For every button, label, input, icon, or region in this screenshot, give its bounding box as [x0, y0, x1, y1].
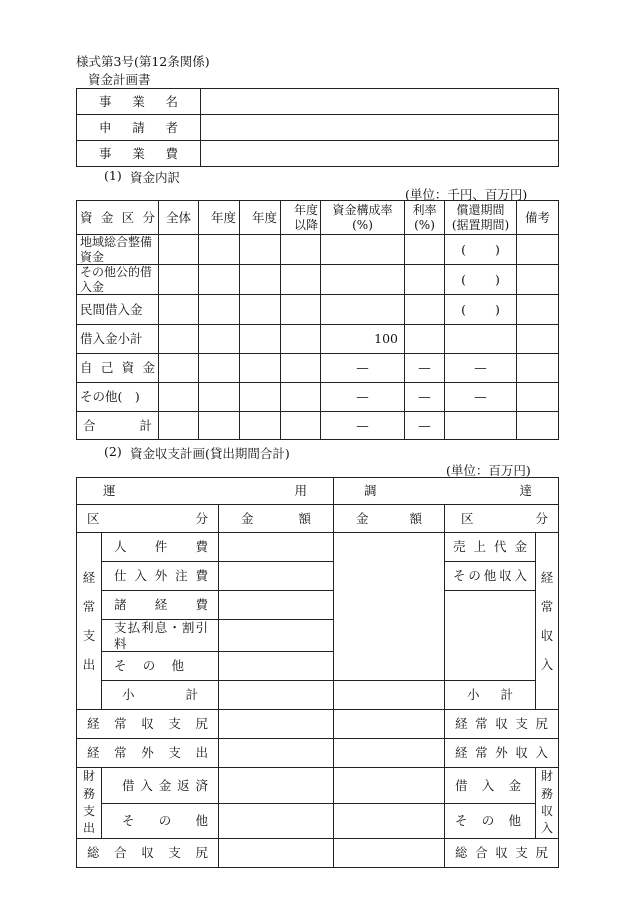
- breakdown-row: [77, 325, 559, 354]
- expense-item: 諸経費: [102, 591, 219, 620]
- section2-title: 資金収支計画(貸出期間合計): [130, 446, 290, 461]
- project-cost-field[interactable]: [201, 141, 559, 167]
- revenue-blank-cell[interactable]: [445, 591, 536, 681]
- rate-cell[interactable]: [405, 265, 445, 295]
- breakdown-row: [77, 412, 559, 440]
- expense-item: 仕入外注費: [102, 562, 219, 591]
- ratio-cell[interactable]: [321, 235, 405, 265]
- cell-input[interactable]: [240, 354, 281, 383]
- financial-revenue-item: 借入金: [445, 768, 536, 803]
- remarks-cell[interactable]: [517, 325, 559, 354]
- cell-input[interactable]: [240, 325, 281, 354]
- row-label: その他( ): [77, 383, 159, 412]
- document-title: 資金計画書: [88, 72, 151, 87]
- ratio-cell[interactable]: 100: [321, 325, 405, 354]
- amount-cell[interactable]: [334, 533, 445, 681]
- use-header: 運用: [77, 478, 334, 505]
- extraordinary-revenue: 経常外収入: [445, 739, 559, 768]
- row-label: 民間借入金: [77, 295, 159, 325]
- rate-cell: —: [405, 383, 445, 412]
- cashflow-row: [77, 710, 559, 739]
- project-row: [77, 115, 559, 141]
- amount-cell[interactable]: [219, 620, 334, 652]
- cashflow-row: [77, 591, 559, 620]
- cashflow-row: [77, 768, 559, 803]
- financial-revenue-label: 財務収入: [536, 768, 559, 839]
- cell-input[interactable]: [159, 383, 199, 412]
- form-number: 様式第3号(第12条関係): [76, 54, 210, 69]
- rate-cell: —: [405, 354, 445, 383]
- amount-cell[interactable]: [219, 739, 334, 768]
- breakdown-row: [77, 295, 559, 325]
- cashflow-table: [76, 477, 559, 868]
- ratio-cell: —: [321, 354, 405, 383]
- cell-input[interactable]: [199, 412, 240, 440]
- row-label: 合計: [77, 412, 159, 440]
- remarks-cell[interactable]: [517, 295, 559, 325]
- cashflow-row: [77, 533, 559, 562]
- amount-cell[interactable]: [334, 739, 445, 768]
- period-cell[interactable]: ( ): [445, 265, 517, 295]
- amount-cell[interactable]: [334, 710, 445, 739]
- breakdown-row: [77, 235, 559, 265]
- cashflow-row: [77, 838, 559, 867]
- remarks-cell[interactable]: [517, 235, 559, 265]
- section2-number: (2): [104, 444, 122, 459]
- amount-cell[interactable]: [219, 562, 334, 591]
- row-label: 借入金小計: [77, 325, 159, 354]
- cell-input[interactable]: [199, 354, 240, 383]
- revenue-item: その他収入: [445, 562, 536, 591]
- cell-input[interactable]: [199, 295, 240, 325]
- header-fund-ratio: 資金構成率(%): [321, 201, 405, 235]
- section2-unit: (単位：百万円): [446, 463, 531, 478]
- amount-cell[interactable]: [219, 591, 334, 620]
- amount-cell[interactable]: [334, 838, 445, 867]
- cell-input[interactable]: [240, 412, 281, 440]
- header-total: 全体: [159, 201, 199, 235]
- fund-breakdown-table: [76, 200, 559, 440]
- rate-cell[interactable]: [405, 295, 445, 325]
- rate-cell[interactable]: [405, 325, 445, 354]
- period-cell[interactable]: [445, 412, 517, 440]
- financial-revenue-item: その他: [445, 803, 536, 838]
- cell-input[interactable]: [159, 295, 199, 325]
- cashflow-row: [77, 681, 559, 710]
- cell-input[interactable]: [159, 412, 199, 440]
- amount-cell[interactable]: [334, 803, 445, 838]
- row-label: その他公的借入金: [77, 265, 159, 295]
- extraordinary-expense: 経常外支出: [77, 739, 219, 768]
- ordinary-balance-right: 経常収支尻: [445, 710, 559, 739]
- cell-input[interactable]: [240, 383, 281, 412]
- source-header: 調達: [334, 478, 559, 505]
- cell-input[interactable]: [199, 325, 240, 354]
- expense-subtotal: 小計: [102, 681, 219, 710]
- cashflow-row: [77, 562, 559, 591]
- expense-item: その他: [102, 652, 219, 681]
- row-label: 地域総合整備資金: [77, 235, 159, 265]
- cashflow-row: [77, 803, 559, 838]
- amount-cell[interactable]: [334, 681, 445, 710]
- ordinary-expense-label: 経常支出: [77, 533, 102, 710]
- cell-input[interactable]: [240, 235, 281, 265]
- header-remarks: 備考: [517, 201, 559, 235]
- applicant-field[interactable]: [201, 115, 559, 141]
- financial-expense-item: その他: [102, 803, 219, 838]
- total-balance-left: 総合収支尻: [77, 838, 219, 867]
- project-cost-label: 事業費: [77, 141, 201, 167]
- applicant-label: 申請者: [77, 115, 201, 141]
- expense-item: 人件費: [102, 533, 219, 562]
- cell-input[interactable]: [281, 235, 321, 265]
- amount-cell[interactable]: [219, 803, 334, 838]
- cell-input[interactable]: [159, 235, 199, 265]
- cell-input[interactable]: [199, 235, 240, 265]
- amount-right: 金額: [334, 505, 445, 533]
- amount-cell[interactable]: [219, 681, 334, 710]
- revenue-subtotal: 小計: [445, 681, 536, 710]
- header-interest-rate: 利率(%): [405, 201, 445, 235]
- section1-unit: (単位：千円、百万円): [405, 187, 528, 202]
- amount-cell[interactable]: [219, 652, 334, 681]
- kubun-left: 区分: [77, 505, 219, 533]
- row-label: 自己資金: [77, 354, 159, 383]
- ratio-cell[interactable]: [321, 265, 405, 295]
- rate-cell: —: [405, 412, 445, 440]
- amount-cell[interactable]: [219, 533, 334, 562]
- amount-cell[interactable]: [219, 710, 334, 739]
- amount-cell[interactable]: [334, 768, 445, 803]
- amount-left: 金額: [219, 505, 334, 533]
- cell-input[interactable]: [281, 295, 321, 325]
- cashflow-row: [77, 739, 559, 768]
- header-category: 資金区分: [77, 201, 159, 235]
- header-repayment-period: 償還期間(据置期間): [445, 201, 517, 235]
- cell-input[interactable]: [281, 412, 321, 440]
- header-year1: 年度: [199, 201, 240, 235]
- header-year2: 年度: [240, 201, 281, 235]
- remarks-cell[interactable]: [517, 265, 559, 295]
- ordinary-revenue-label: 経常収入: [536, 533, 559, 710]
- section1-number: (1): [104, 168, 122, 183]
- cell-input[interactable]: [240, 265, 281, 295]
- header-later-years: 年度以降: [281, 201, 321, 235]
- cell-input[interactable]: [281, 383, 321, 412]
- breakdown-row: [77, 383, 559, 412]
- period-cell: —: [445, 383, 517, 412]
- period-cell[interactable]: ( ): [445, 235, 517, 265]
- period-cell[interactable]: ( ): [445, 295, 517, 325]
- project-name-field[interactable]: [201, 89, 559, 115]
- financial-expense-label: 財務支出: [77, 768, 102, 839]
- cell-input[interactable]: [281, 354, 321, 383]
- amount-cell[interactable]: [219, 838, 334, 867]
- rate-cell[interactable]: [405, 235, 445, 265]
- project-info-table: [76, 88, 559, 167]
- financial-expense-item: 借入金返済: [102, 768, 219, 803]
- cell-input[interactable]: [199, 383, 240, 412]
- amount-cell[interactable]: [219, 768, 334, 803]
- project-row: [77, 141, 559, 167]
- remarks-cell[interactable]: [517, 412, 559, 440]
- cell-input[interactable]: [159, 325, 199, 354]
- cell-input[interactable]: [159, 354, 199, 383]
- cell-input[interactable]: [159, 265, 199, 295]
- project-row: [77, 89, 559, 115]
- section1-title: 資金内訳: [130, 170, 181, 185]
- remarks-cell[interactable]: [517, 354, 559, 383]
- ordinary-balance-left: 経常収支尻: [77, 710, 219, 739]
- period-cell: —: [445, 354, 517, 383]
- cell-input[interactable]: [281, 325, 321, 354]
- ratio-cell[interactable]: [321, 295, 405, 325]
- cell-input[interactable]: [240, 295, 281, 325]
- cashflow-subheader-row: [77, 505, 559, 533]
- ratio-cell: —: [321, 412, 405, 440]
- revenue-item: 売上代金: [445, 533, 536, 562]
- remarks-cell[interactable]: [517, 383, 559, 412]
- ratio-cell: —: [321, 383, 405, 412]
- project-name-label: 事業名: [77, 89, 201, 115]
- breakdown-header-row: [77, 201, 559, 235]
- breakdown-row: [77, 265, 559, 295]
- cell-input[interactable]: [199, 265, 240, 295]
- expense-item: 支払利息・割引料: [102, 620, 219, 652]
- period-cell[interactable]: [445, 325, 517, 354]
- total-balance-right: 総合収支尻: [445, 838, 559, 867]
- cell-input[interactable]: [281, 265, 321, 295]
- cashflow-header-row: [77, 478, 559, 505]
- breakdown-row: [77, 354, 559, 383]
- kubun-right: 区分: [445, 505, 559, 533]
